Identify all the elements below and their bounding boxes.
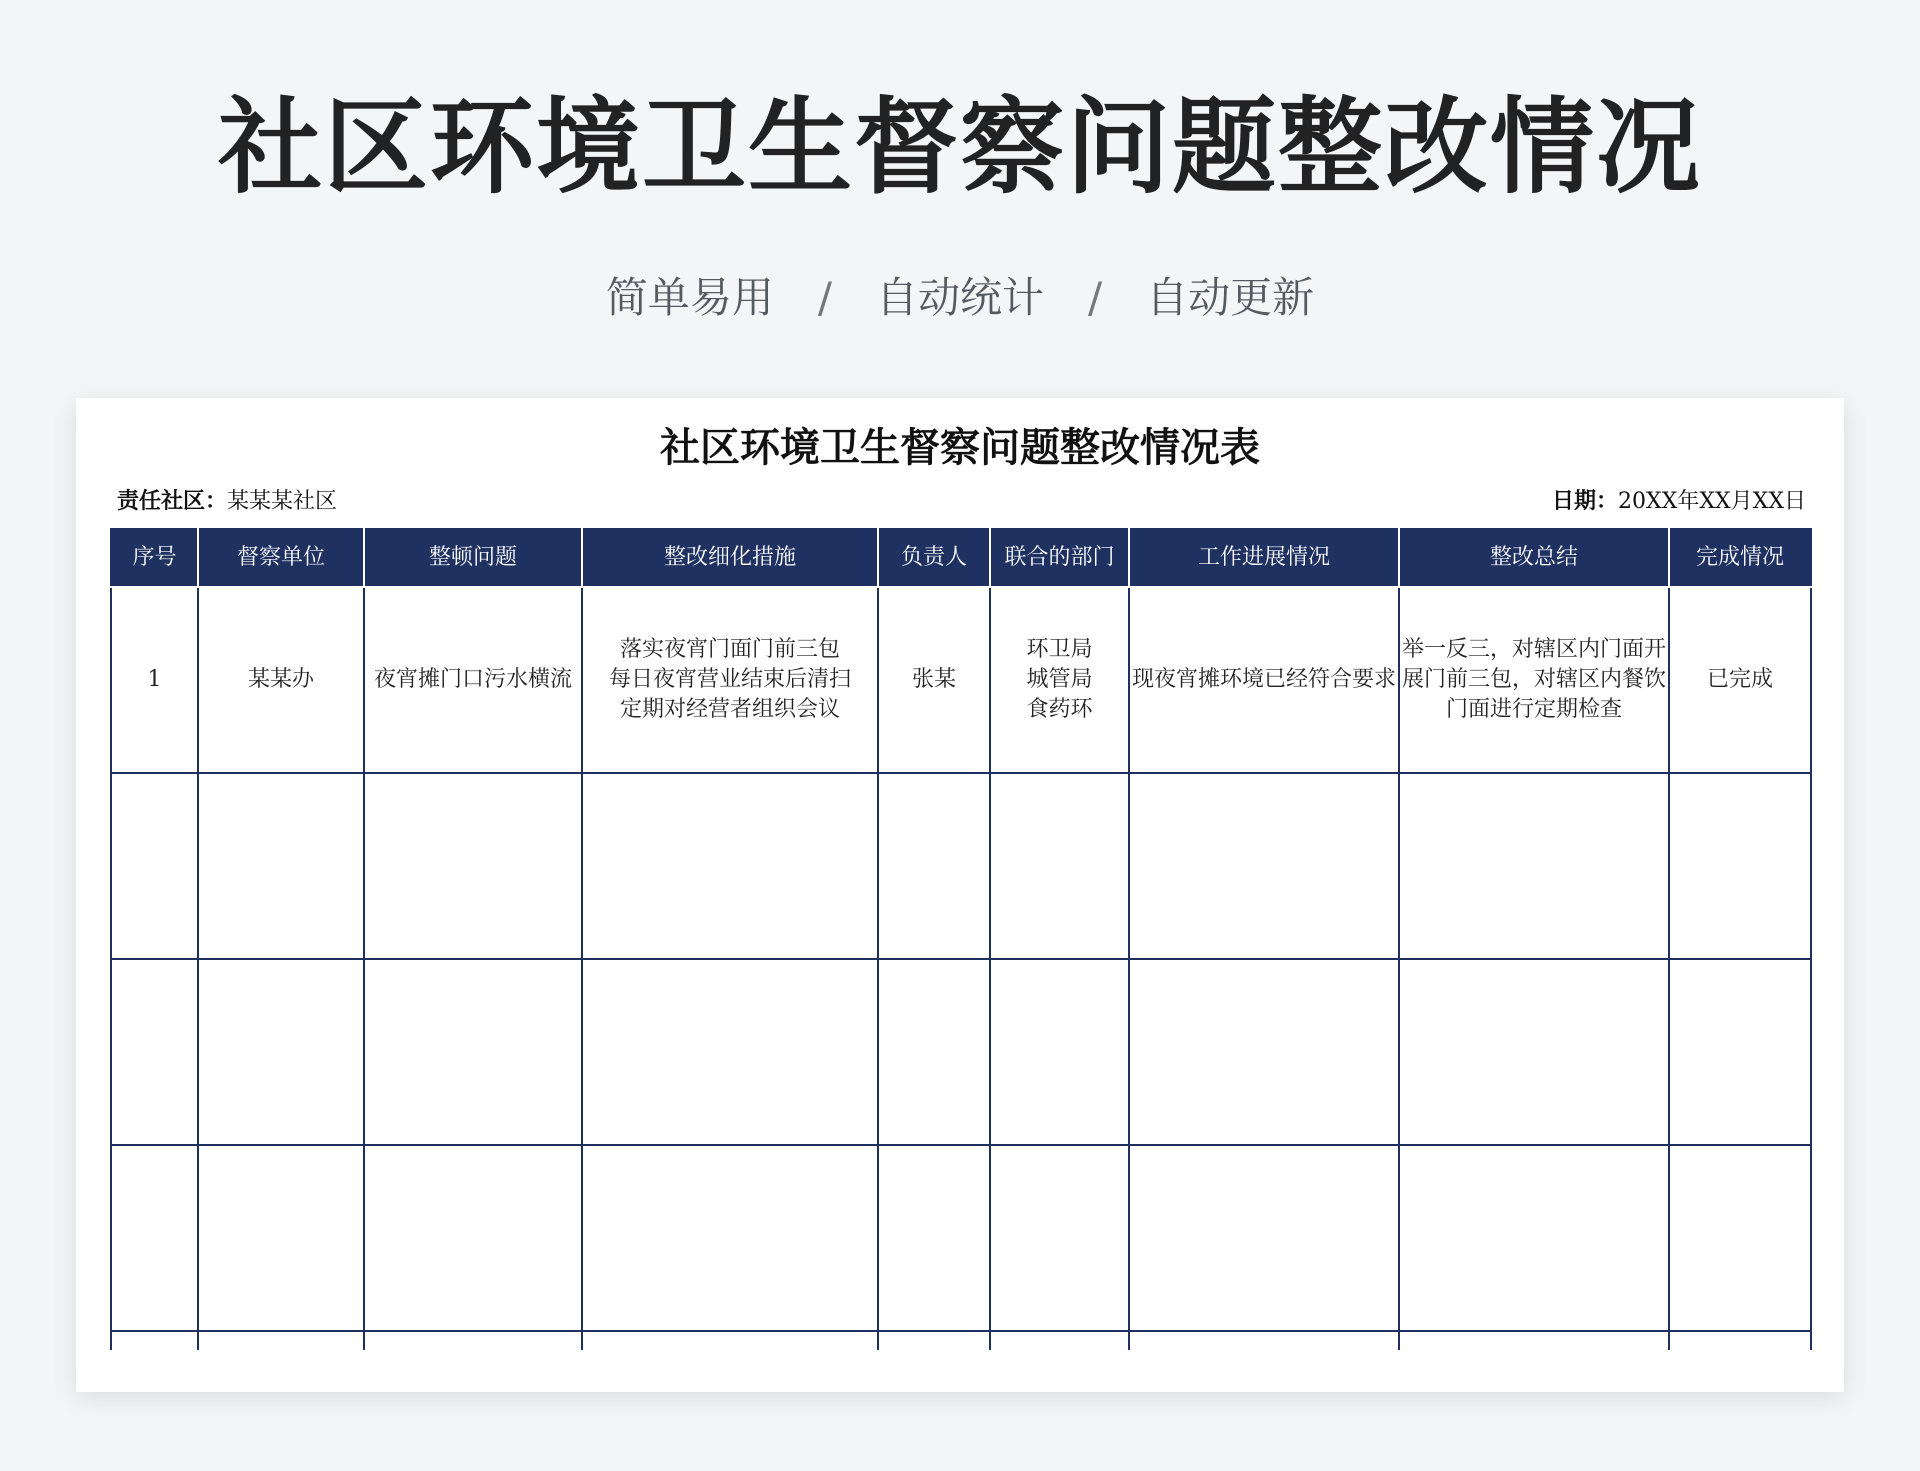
cell-stub — [990, 1331, 1129, 1350]
cell-measures[interactable]: 落实夜宵门面门前三包 每日夜宵营业结束后清扫 定期对经营者组织会议 — [582, 587, 878, 773]
cell-issue[interactable] — [364, 1145, 582, 1331]
cell-stub — [111, 1331, 198, 1350]
feature-1: 简单易用 — [605, 273, 774, 322]
cell-owner[interactable] — [878, 773, 990, 959]
cell-unit[interactable]: 某某办 — [198, 587, 364, 773]
feature-3: 自动更新 — [1146, 273, 1315, 322]
cell-stub — [364, 1331, 582, 1350]
cell-unit[interactable] — [198, 1145, 364, 1331]
date-label: 日期： — [1552, 488, 1619, 514]
cell-departments[interactable] — [990, 1145, 1129, 1331]
table-row-partial — [111, 1331, 1811, 1350]
date-value: 20XX年XX月XX日 — [1618, 489, 1806, 514]
cell-stub — [1129, 1331, 1399, 1350]
column-header-no: 序号 — [111, 529, 198, 587]
cell-measures[interactable] — [582, 959, 878, 1145]
cell-progress[interactable] — [1129, 959, 1399, 1145]
cell-status[interactable] — [1669, 959, 1811, 1145]
cell-no[interactable] — [111, 1145, 198, 1331]
cell-summary[interactable]: 举一反三，对辖区内门面开展门前三包，对辖区内餐饮门面进行定期检查 — [1399, 587, 1669, 773]
cell-summary[interactable] — [1399, 773, 1669, 959]
cell-measures[interactable] — [582, 1145, 878, 1331]
cell-owner[interactable] — [878, 1145, 990, 1331]
cell-issue[interactable]: 夜宵摊门口污水横流 — [364, 587, 582, 773]
rectification-table — [110, 528, 1812, 1350]
column-header-progress: 工作进展情况 — [1129, 529, 1399, 587]
feature-2: 自动统计 — [875, 273, 1044, 322]
community-value: 某某某社区 — [227, 489, 338, 514]
community-label: 责任社区： — [117, 488, 228, 514]
cell-stub — [1669, 1331, 1811, 1350]
cell-unit[interactable] — [198, 959, 364, 1145]
cell-stub — [198, 1331, 364, 1350]
cell-owner[interactable] — [878, 959, 990, 1145]
feature-tagline — [0, 268, 1920, 328]
cell-issue[interactable] — [364, 959, 582, 1145]
date-info — [1552, 486, 1806, 517]
cell-status[interactable]: 已完成 — [1669, 587, 1811, 773]
cell-progress[interactable]: 现夜宵摊环境已经符合要求 — [1129, 587, 1399, 773]
header-row — [111, 529, 1811, 587]
column-header-departments: 联合的部门 — [990, 529, 1129, 587]
cell-departments[interactable]: 环卫局 城管局 食药环 — [990, 587, 1129, 773]
sheet-title: 社区环境卫生督察问题整改情况表 — [660, 424, 1260, 471]
table-row — [111, 1145, 1811, 1331]
column-header-status: 完成情况 — [1669, 529, 1811, 587]
cell-progress[interactable] — [1129, 773, 1399, 959]
cell-status[interactable] — [1669, 1145, 1811, 1331]
cell-summary[interactable] — [1399, 959, 1669, 1145]
column-header-owner: 负责人 — [878, 529, 990, 587]
cell-owner[interactable]: 张某 — [878, 587, 990, 773]
cell-no[interactable] — [111, 773, 198, 959]
tagline-separator: / — [1088, 273, 1103, 322]
cell-summary[interactable] — [1399, 1145, 1669, 1331]
hero-title: 社区环境卫生督察问题整改情况 — [217, 86, 1702, 208]
community-info — [117, 486, 337, 517]
cell-stub — [582, 1331, 878, 1350]
cell-departments[interactable] — [990, 773, 1129, 959]
cell-no[interactable] — [111, 959, 198, 1145]
column-header-measures: 整改细化措施 — [582, 529, 878, 587]
cell-progress[interactable] — [1129, 1145, 1399, 1331]
spreadsheet-preview — [76, 398, 1844, 1392]
cell-departments[interactable] — [990, 959, 1129, 1145]
table-row — [111, 587, 1811, 773]
column-header-summary: 整改总结 — [1399, 529, 1669, 587]
cell-unit[interactable] — [198, 773, 364, 959]
table-row — [111, 773, 1811, 959]
column-header-unit: 督察单位 — [198, 529, 364, 587]
cell-stub — [878, 1331, 990, 1350]
cell-measures[interactable] — [582, 773, 878, 959]
cell-no[interactable]: 1 — [111, 587, 198, 773]
cell-stub — [1399, 1331, 1669, 1350]
column-header-issue: 整顿问题 — [364, 529, 582, 587]
cell-status[interactable] — [1669, 773, 1811, 959]
table-row — [111, 959, 1811, 1145]
tagline-separator: / — [817, 273, 832, 322]
cell-issue[interactable] — [364, 773, 582, 959]
